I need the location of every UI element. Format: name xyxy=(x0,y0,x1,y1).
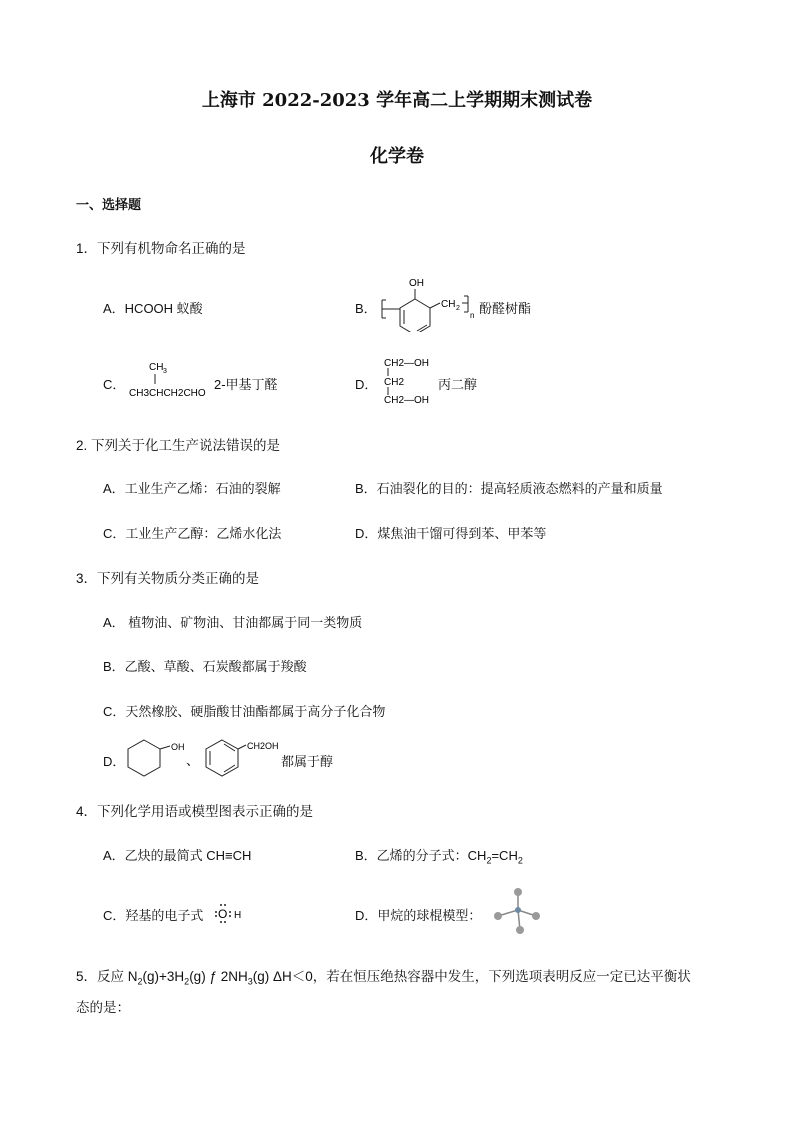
q3-d-separator: 、 xyxy=(186,753,200,768)
q1-option-b-label: B． xyxy=(355,301,377,316)
q2-option-d: D．煤焦油干馏可得到苯、甲苯等 xyxy=(355,526,547,541)
exam-subtitle: 化学卷 xyxy=(370,146,424,167)
q1-d-bot-text: CH2—OH xyxy=(384,395,430,406)
q1-c-chain-text: CH3CHCH2CHO xyxy=(129,388,206,399)
q2-option-c: C．工业生产乙醇：乙烯水化法 xyxy=(103,526,282,541)
question-4-stem: 4．下列化学用语或模型图表示正确的是 xyxy=(76,804,314,819)
q3-d-oh-text: OH xyxy=(171,742,185,752)
q3-option-d-suffix: 都属于醇 xyxy=(281,754,334,769)
q4-option-b: B．乙烯的分子式：$CH_2=CH_2$ xyxy=(355,848,523,866)
q1-b-oh-text: OH xyxy=(409,278,424,289)
q2-option-b: B．石油裂化的目的：提高轻质液态燃料的产量和质量 xyxy=(355,481,663,496)
q2-option-a: A．工业生产乙烯：石油的裂解 xyxy=(103,481,281,496)
question-5-line-2: 态的是： xyxy=(76,1000,130,1015)
q1-option-d-name: 丙二醇 xyxy=(438,377,478,392)
q1-option-b-name: 酚醛树酯 xyxy=(479,301,532,316)
q4-option-c: C．羟基的电子式 xyxy=(103,908,204,923)
q3-option-b: B．乙酸、草酸、石炭酸都属于羧酸 xyxy=(103,659,307,674)
q3-option-a: A． 植物油、矿物油、甘油都属于同一类物质 xyxy=(103,615,363,630)
q1-d-top-text: CH2—OH xyxy=(384,358,430,369)
q1-b-ch2-text: CH xyxy=(441,299,456,310)
question-5-line-1: 5．反应 $N_2(g)+3H_2(g)$ ƒ $2NH_3(g)$ ΔH＜0，若在恒压绝热容器中发生，下列选项表明反应一定已达平衡状 xyxy=(76,969,691,987)
q1-b-sub2-text: 2 xyxy=(456,305,460,312)
section-heading: 一、选择题 xyxy=(76,197,142,212)
q3-option-d-label: D． xyxy=(103,754,126,769)
question-1-stem: 1．下列有机物命名正确的是 xyxy=(76,241,246,256)
question-2-stem: 2. 下列关于化工生产说法错误的是 xyxy=(76,438,281,453)
hydroxyl-electron-dot-formula xyxy=(213,903,247,923)
propanediol-structure xyxy=(378,354,438,406)
q4-c-h-text: H xyxy=(234,910,242,921)
methane-ball-stick-model xyxy=(488,884,548,936)
q1-d-mid-text: CH2 xyxy=(384,377,405,388)
q1-option-c-label: C． xyxy=(103,377,126,392)
q4-c-o-text: O xyxy=(218,907,228,921)
q3-option-c: C．天然橡胶、硬脂酸甘油酯都属于高分子化合物 xyxy=(103,704,386,719)
q4-option-a: A．乙炔的最简式 CH≡CH xyxy=(103,848,252,863)
q1-c-ch3-text: CH xyxy=(149,362,164,373)
q1-option-a: A．HCOOH 蚁酸 xyxy=(103,301,203,316)
methylbutanal-structure xyxy=(125,356,217,400)
q1-option-d-label: D． xyxy=(355,377,378,392)
q1-b-n-text: n xyxy=(470,311,475,320)
q1-option-c-name: 2-甲基丁醛 xyxy=(214,377,278,392)
q4-option-d: D．甲烷的球棍模型： xyxy=(355,908,482,923)
exam-title: 上海市 2022-2023 学年高二上学期期末测试卷 xyxy=(201,90,593,111)
q3-d-ch2oh-text: CH2OH xyxy=(247,741,279,751)
question-3-stem: 3．下列有关物质分类正确的是 xyxy=(76,571,260,586)
q1-c-sub3-text: 3 xyxy=(163,368,167,375)
